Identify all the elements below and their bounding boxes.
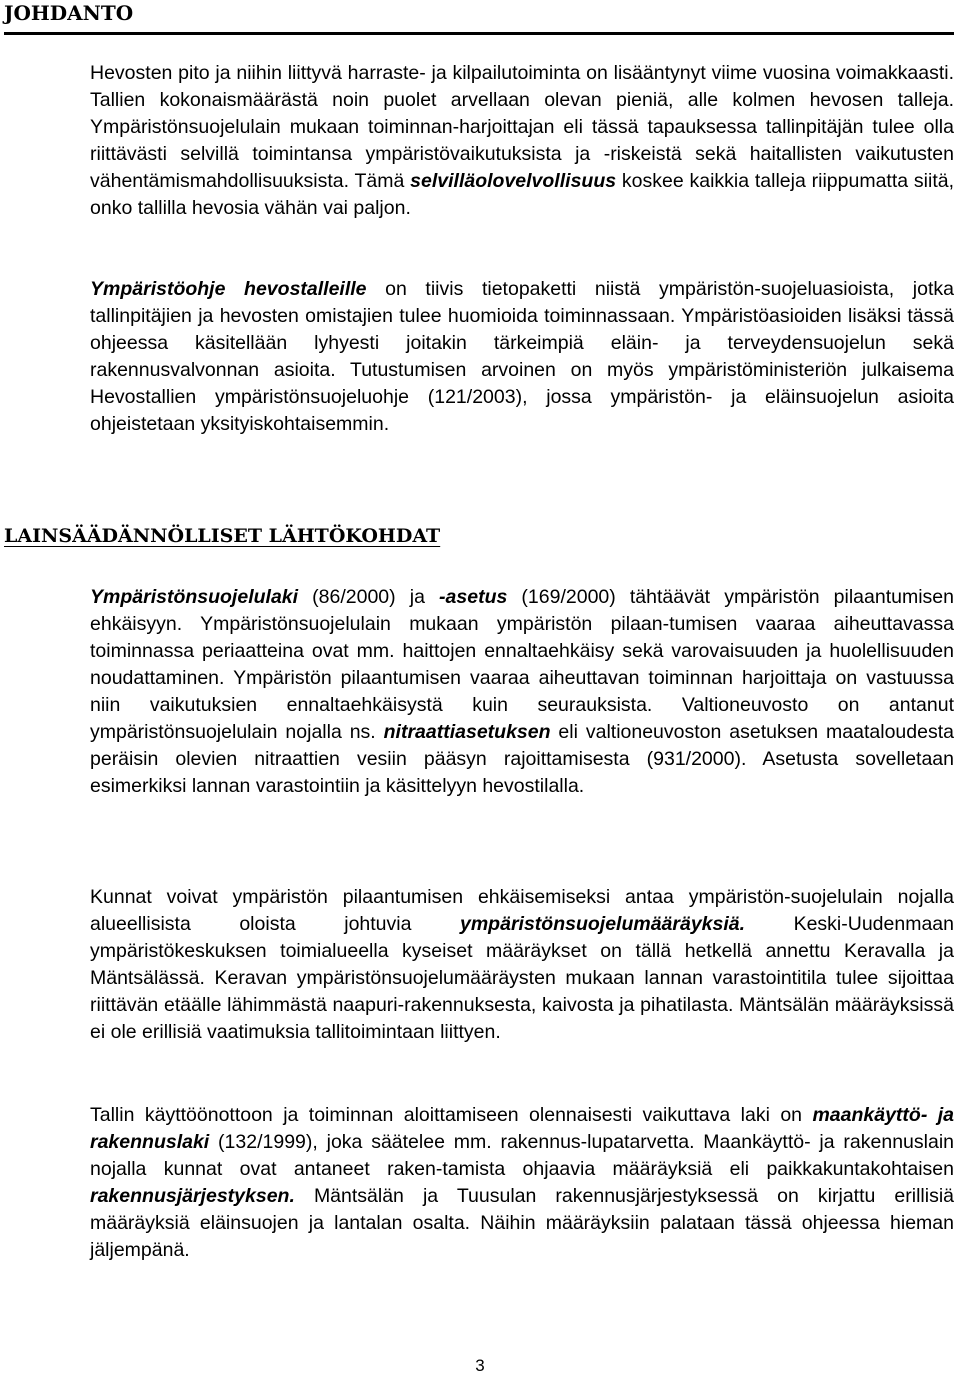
emphasis-term: -asetus	[439, 586, 508, 608]
paragraph-text: Tallin käyttöönottoon ja toiminnan aloittamiseen olennaisesti vaikuttava laki on	[90, 1104, 813, 1126]
paragraph-introduction	[90, 60, 954, 222]
paragraph-environmental-law	[90, 584, 954, 800]
paragraph-text: Hevosten pito ja niihin liittyvä harraste- ja kilpailutoiminta on lisääntynyt viime vuosina voimakkaasti. Tallien kokonaismäärästä noin puolet arvellaan olevan pieniä, alle kolmen hevosen talleja. Ympäristönsuojelulain mukaan toiminnan-harjoittajan eli tässä tapauksessa tallinpitäjän tulee olla riittävästi selvillä toimintansa ympäristövaikutuksista ja -riskeistä sekä haitallisten vaikutusten vähentämismahdollisuuksista. Tämä	[90, 62, 954, 192]
paragraph-text: (86/2000) ja	[298, 586, 440, 608]
section-heading-introduction: JOHDANTO	[4, 0, 954, 35]
emphasis-term: nitraattiasetuksen	[383, 721, 551, 743]
paragraph-text: koskee kaikkia talleja riippumatta siitä, onko tallilla hevosia vähän vai paljon.	[90, 170, 954, 219]
emphasis-term: ympäristönsuojelumääräyksiä.	[460, 913, 746, 935]
emphasis-term: Ympäristönsuojelulaki	[90, 586, 299, 608]
paragraph-text: eli valtioneuvoston asetuksen maataloudesta peräisin olevien nitraattien vesiin pääsyn rajoittamisesta (931/2000). Asetusta sovelletaan esimerkiksi lannan varastointiin ja käsittelyyn hevostilalla.	[90, 721, 954, 797]
paragraph-building-law	[90, 1102, 954, 1264]
emphasis-term: Ympäristöohje hevostalleille	[90, 278, 367, 300]
emphasis-term: maankäyttö- ja rakennuslaki	[90, 1104, 954, 1153]
paragraph-text: Kunnat voivat ympäristön pilaantumisen ehkäisemiseksi antaa ympäristön-suojelulain nojalla alueellisista oloista johtuvia	[90, 886, 954, 935]
emphasis-term: rakennusjärjestyksen.	[90, 1185, 295, 1207]
section-heading-legislation: LAINSÄÄDÄNNÖLLISET LÄHTÖKOHDAT	[4, 525, 441, 547]
paragraph-municipal-regulations	[90, 884, 954, 1046]
paragraph-text: on tiivis tietopaketti niistä ympäristön-suojeluasioista, jotka tallinpitäjien ja hevosten omistajien tulee huomioida toiminnassaan. Ympäristöasioiden lisäksi tässä ohjeessa käsitellään lyhyesti joitakin tärkeimpiä eläin- ja terveydensuojelun sekä rakennusvalvonnan asioita. Tutustumisen arvoinen on myös ympäristöministeriön julkaisema Hevostallien ympäristönsuojeluohje (121/2003), jossa ympäristön- ja eläinsuojelun asioita ohjeistetaan yksityiskohtaisemmin.	[90, 278, 954, 435]
paragraph-text: Keski-Uudenmaan ympäristökeskuksen toimialueella kyseiset määräykset on tällä hetkellä annettu Keravalla ja Mäntsälässä. Keravan ympäristönsuojelumääräysten mukaan lannan varastointitila tulee sijoittaa riittävän etäälle lähimmästä naapuri-rakennuksesta, kaivosta ja pihatilasta. Mäntsälän määräyksissä ei ole erillisiä vaatimuksia tallitoimintaan liittyen.	[90, 913, 954, 1043]
paragraph-text: (132/1999), joka säätelee mm. rakennus-lupatarvetta. Maankäyttö- ja rakennuslain nojalla kunnat ovat antaneet raken-tamista ohjaavia määräyksiä eli paikkakuntakohtaisen	[90, 1131, 954, 1180]
page-number: 3	[475, 1356, 485, 1375]
paragraph-guide-description	[90, 276, 954, 438]
emphasis-term: selvilläolovelvollisuus	[410, 170, 617, 192]
paragraph-text: (169/2000) tähtäävät ympäristön pilaantumisen ehkäisyyn. Ympäristönsuojelulain mukaan ympäristön pilaan-tumisen vaaraa aiheuttavassa toiminnassa periaatteina ovat mm. haittojen ennaltaehkäisy sekä varovaisuuden ja huolellisuuden noudattaminen. Ympäristön pilaantumisen vaaraa aiheuttavan toiminnan harjoittaja on vastuussa niin vaikutuksien ennaltaehkäisystä kuin seurauksista. Valtioneuvosto on antanut ympäristönsuojelulain nojalla ns.	[90, 586, 954, 743]
paragraph-text: Mäntsälän ja Tuusulan rakennusjärjestyksessä on kirjattu erillisiä määräyksiä eläinsuojen ja lantalan osalta. Näihin määräyksiin palataan tässä ohjeessa hieman jäljempänä.	[90, 1185, 954, 1261]
